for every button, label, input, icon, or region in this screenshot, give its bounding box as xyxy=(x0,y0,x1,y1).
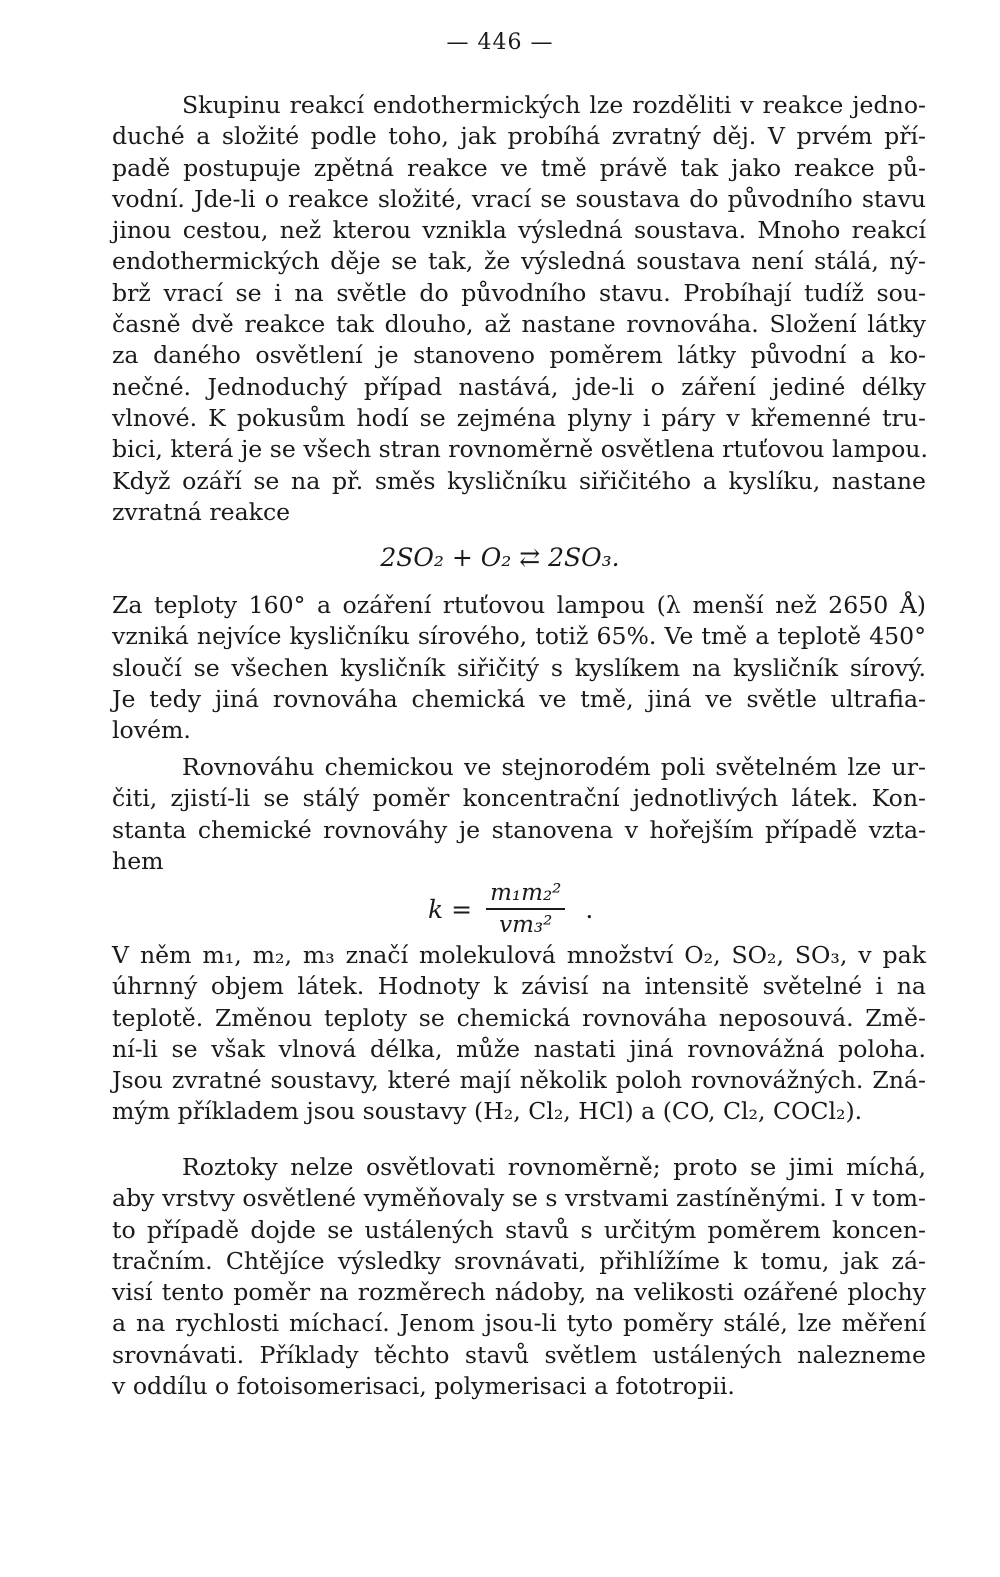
paragraph-chemical-equilibrium xyxy=(112,752,926,877)
fraction-numerator: m₁m₂² xyxy=(486,880,565,910)
text-line: visí tento poměr na rozměrech nádoby, na velikosti ozářené plochy xyxy=(112,1278,926,1307)
equation-equals: = xyxy=(451,894,473,924)
equation-fraction xyxy=(486,880,565,938)
text-line: Skupinu reakcí endothermických lze rozděliti v reakce jedno- xyxy=(182,91,926,119)
text-line: v oddílu o fotoisomerisaci, polymerisaci a fototropii. xyxy=(112,1372,735,1401)
text-line: mým příkladem jsou soustavy (H₂, Cl₂, HCl) a (CO, Cl₂, COCl₂). xyxy=(112,1097,863,1126)
text-line: stanta chemické rovnováhy je stanovena v hořejším případě vzta- xyxy=(112,815,926,844)
text-line: nečné. Jednoduchý případ nastává, jde-li o záření jediné délky xyxy=(112,372,926,401)
text-line: ní-li se však vlnová délka, může nastati jiná rovnovážná poloha. xyxy=(112,1034,926,1063)
text-line: duché a složité podle toho, jak probíhá zvratný děj. V prvém pří- xyxy=(112,122,926,151)
text-line: vzniká nejvíce kysličníku sírového, totiž 65%. Ve tmě a teplotě 450° xyxy=(112,622,926,651)
text-line: za daného osvětlení je stanoveno poměrem látky původní a ko- xyxy=(112,341,926,370)
text-line: Rovnováhu chemickou ve stejnorodém poli světelném lze ur- xyxy=(182,753,926,781)
text-line: to případě dojde se ustálených stavů s určitým poměrem koncen- xyxy=(112,1215,926,1244)
paragraph-solutions-illumination xyxy=(112,1152,926,1402)
fraction-denominator: vm₃² xyxy=(499,912,553,938)
equation-sulfur-trioxide: 2SO₂ + O₂ ⇄ 2SO₃. xyxy=(380,543,620,572)
equation-lhs: k xyxy=(428,894,444,924)
text-line: časně dvě reakce tak dlouho, až nastane rovnováha. Složení látky xyxy=(112,310,926,339)
text-line: Za teploty 160° a ozáření rtuťovou lampou (λ menší než 2650 Å) xyxy=(112,591,926,619)
text-line: vodní. Jde-li o reakce složité, vrací se soustava do původního stavu xyxy=(112,184,926,213)
text-line: vlnové. K pokusům hodí se zejména plyny i páry v křemenné tru- xyxy=(112,403,926,432)
text-line: a na rychlosti míchací. Jenom jsou-li tyto poměry stálé, lze měření xyxy=(112,1309,926,1338)
equation-trail: . xyxy=(585,894,594,924)
text-line: srovnávati. Příklady těchto stavů světlem ustálených nalezneme xyxy=(112,1340,926,1369)
paragraph-molecular-amounts xyxy=(112,940,926,1128)
text-line: zvratná reakce xyxy=(112,497,291,526)
paragraph-mercury-lamp xyxy=(112,590,926,746)
text-line: tračním. Chtějíce výsledky srovnávati, přihlížíme k tomu, jak zá- xyxy=(112,1246,926,1275)
text-line: Je tedy jiná rovnováha chemická ve tmě, jiná ve světle ultrafia- xyxy=(112,684,926,713)
text-line: čiti, zjistí-li se stálý poměr koncentrační jednotlivých látek. Kon- xyxy=(112,784,926,813)
text-line: hem xyxy=(112,846,164,875)
text-line: brž vrací se i na světle do původního stavu. Probíhají tudíž sou- xyxy=(112,278,926,307)
text-line: teplotě. Změnou teploty se chemická rovnováha neposouvá. Změ- xyxy=(112,1003,926,1032)
text-line: bici, která je se všech stran rovnoměrně osvětlena rtuťovou lampou. xyxy=(112,435,928,464)
page-number: — 446 — xyxy=(446,30,554,55)
paragraph-endothermic-reactions xyxy=(112,90,926,528)
text-line: úhrnný objem látek. Hodnoty k závisí na intensitě světelné i na xyxy=(112,972,926,1001)
text-line: Roztoky nelze osvětlovati rovnoměrně; proto se jimi míchá, xyxy=(182,1153,926,1181)
text-line: V něm m₁, m₂, m₃ značí molekulová množství O₂, SO₂, SO₃, v pak xyxy=(112,941,926,969)
text-line: jinou cestou, než kterou vznikla výsledná soustava. Mnoho reakcí xyxy=(112,216,926,245)
text-line: endothermických děje se tak, že výsledná soustava není stálá, ný- xyxy=(112,247,926,276)
text-line: sloučí se všechen kysličník siřičitý s kyslíkem na kysličník sírový. xyxy=(112,653,926,682)
text-line: aby vrstvy osvětlené vyměňovaly se s vrstvami zastíněnými. I v tom- xyxy=(112,1184,926,1213)
text-line: Jsou zvratné soustavy, které mají několik poloh rovnovážných. Zná- xyxy=(112,1066,926,1095)
equation-equilibrium-constant xyxy=(428,880,593,938)
text-line: padě postupuje zpětná reakce ve tmě právě tak jako reakce pů- xyxy=(112,153,926,182)
text-line: Když ozáří se na př. směs kysličníku siřičitého a kyslíku, nastane xyxy=(112,466,926,495)
text-line: lovém. xyxy=(112,716,191,745)
